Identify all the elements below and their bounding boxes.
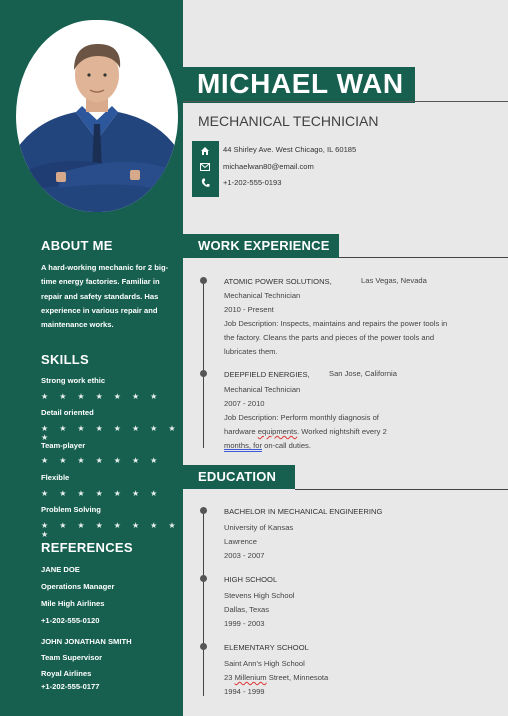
edu-place: 23 Millenium Street, Minnesota [224, 673, 329, 682]
reference-phone: +1-202-555-0120 [41, 616, 100, 625]
edu-school: University of Kansas [224, 523, 294, 532]
profile-photo [16, 20, 178, 212]
full-name: MICHAEL WAN [197, 68, 404, 99]
contact-address: 44 Shirley Ave. West Chicago, IL 60185 [223, 145, 357, 154]
about-text: A hard-working mechanic for 2 big-time energy factories. Familiar in repair and safety standards. Has experience in various repair and maintenance works. [41, 263, 169, 330]
timeline-dot [200, 370, 207, 377]
edu-degree: BACHELOR IN MECHANICAL ENGINEERING [224, 507, 383, 516]
references-heading: REFERENCES [41, 540, 133, 555]
timeline-dot [200, 277, 207, 284]
skill-label: Team-player [41, 441, 86, 450]
job-description: Job Description: Inspects, maintains and repairs the power tools in the factory. Cleans the parts and pieces of the power tools and lubricates them. [224, 319, 448, 356]
job-company: DEEPFIELD ENERGIES, [224, 370, 310, 379]
skill-label: Problem Solving [41, 505, 101, 514]
education-heading: EDUCATION [198, 469, 277, 484]
timeline-dot [200, 575, 207, 582]
edu-dates: 2003 - 2007 [224, 551, 265, 560]
skill-label: Detail oriented [41, 408, 94, 417]
edu-place: Dallas, Texas [224, 605, 270, 614]
reference-name: JOHN JONATHAN SMITH [41, 637, 132, 646]
skill-rating-stars: ★ ★ ★ ★ ★ ★ ★ [41, 392, 162, 401]
phone-icon [199, 177, 211, 189]
skills-heading: SKILLS [41, 352, 90, 367]
timeline-dot [200, 643, 207, 650]
edu-degree: ELEMENTARY SCHOOL [224, 643, 309, 652]
education-timeline [203, 511, 204, 696]
contact-phone: +1-202-555-0193 [223, 178, 282, 187]
divider [295, 489, 508, 490]
sidebar [0, 0, 183, 716]
about-heading: ABOUT ME [41, 238, 113, 253]
reference-name: JANE DOE [41, 565, 80, 574]
edu-dates: 1999 - 2003 [224, 619, 265, 628]
skill-rating-stars: ★ ★ ★ ★ ★ ★ ★ ★ ★ [41, 424, 180, 442]
skill-label: Flexible [41, 473, 70, 482]
email-icon [199, 161, 211, 173]
contact-email[interactable]: michaelwan80@email.com [223, 162, 314, 171]
job-description: Job Description: Perform monthly diagnosis of [224, 413, 379, 422]
skill-rating-stars: ★ ★ ★ ★ ★ ★ ★ [41, 456, 162, 465]
work-heading: WORK EXPERIENCE [198, 238, 330, 253]
edu-school: Stevens High School [224, 591, 295, 600]
job-description: hardware equipments. Worked nightshift every 2 [224, 427, 387, 436]
reference-phone: +1-202-555-0177 [41, 682, 100, 691]
timeline-dot [200, 507, 207, 514]
job-dates: 2010 - Present [224, 305, 274, 314]
reference-company: Royal Airlines [41, 669, 92, 678]
job-company: ATOMIC POWER SOLUTIONS, [224, 277, 332, 286]
job-location: Las Vegas, Nevada [361, 276, 427, 285]
edu-degree: HIGH SCHOOL [224, 575, 278, 584]
work-timeline [203, 280, 204, 448]
skill-label: Strong work ethic [41, 376, 106, 385]
job-position: Mechanical Technician [224, 385, 301, 394]
job-description: months, for on-call duties. [224, 441, 311, 450]
divider [183, 101, 508, 102]
reference-role: Team Supervisor [41, 653, 103, 662]
reference-company: Mile High Airlines [41, 599, 105, 608]
divider [339, 257, 508, 258]
job-dates: 2007 - 2010 [224, 399, 265, 408]
job-location: San Jose, California [329, 369, 397, 378]
reference-role: Operations Manager [41, 582, 115, 591]
home-icon [199, 145, 211, 157]
edu-place: Lawrence [224, 537, 257, 546]
skill-rating-stars: ★ ★ ★ ★ ★ ★ ★ ★ ★ [41, 521, 180, 539]
edu-dates: 1994 - 1999 [224, 687, 265, 696]
job-position: Mechanical Technician [224, 291, 301, 300]
job-title: MECHANICAL TECHNICIAN [198, 113, 379, 129]
edu-school: Saint Ann's High School [224, 659, 305, 668]
skill-rating-stars: ★ ★ ★ ★ ★ ★ ★ [41, 489, 162, 498]
